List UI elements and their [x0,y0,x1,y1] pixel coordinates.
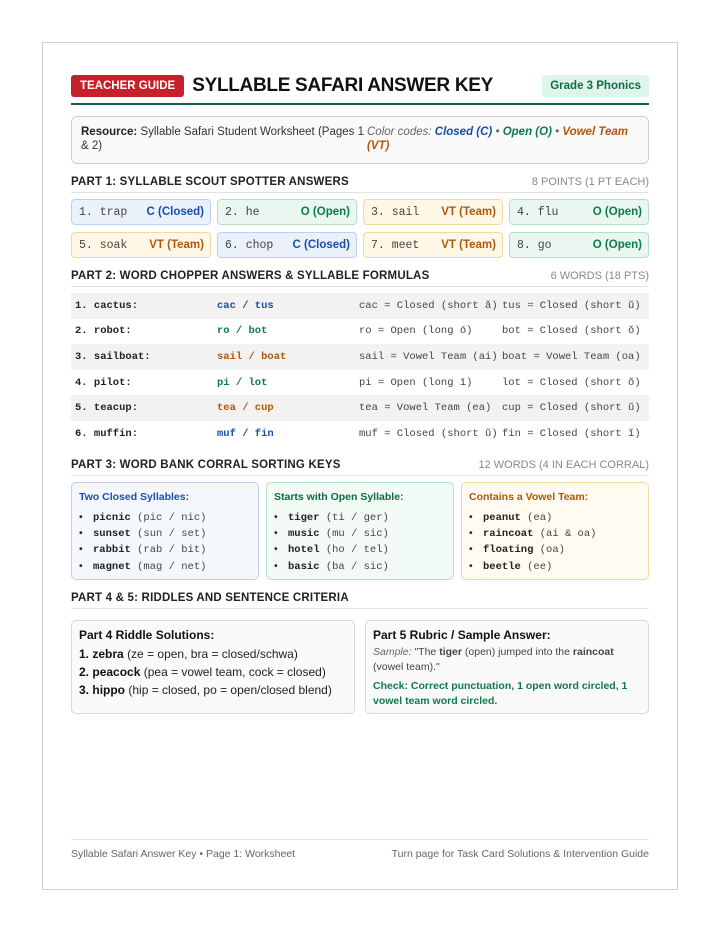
sample-vowel-team-word: raincoat [572,645,614,658]
corral-vowel-team [461,482,649,580]
spotter-word: 3. sail [371,205,420,219]
corral-word: beetle [483,560,521,573]
legend-separator: • [495,126,500,138]
riddle-solutions-box [71,620,355,714]
syllable-formula-1: muf = Closed (short ŭ) [359,427,498,440]
corral-word: magnet [93,560,131,573]
riddle-solution: 1. zebra (ze = open, bra = closed/schwa) [79,646,298,661]
spotter-answer: O (Open) [592,239,642,251]
page-footer [71,839,649,860]
corral-word: hotel [288,544,320,557]
chopper-split: ro / bot [217,325,268,338]
spotter-card [509,199,649,225]
resource-value: Syllable Safari Student Worksheet (Pages 1 & 2) [81,126,364,152]
list-item: • tiger (ti / ger) [274,510,389,524]
spotter-word: 1. trap [79,205,128,219]
corral-title: Two Closed Syllables: [79,490,190,503]
word-chopper-table [71,293,649,447]
teacher-guide-badge: TEACHER GUIDE [71,75,184,97]
list-item: • basic (ba / sic) [274,559,389,573]
corral-detail: (pic / nic) [137,511,207,524]
footer-left: Syllable Safari Answer Key • Page 1: Worksheet [71,848,296,860]
riddle-answer-word: zebra [92,646,124,661]
footer-right: Turn page for Task Card Solutions & Intervention Guide [391,848,649,860]
corral-detail: (ba / sic) [325,560,389,573]
chopper-word: 5. teacup: [75,402,139,415]
corral-grid [71,482,649,580]
resource-text [81,125,367,155]
corral-title: Contains a Vowel Team: [469,490,589,503]
page-header [71,73,649,99]
sample-answer: Sample: "The tiger (open) jumped into the raincoat (vowel team)." [373,645,614,673]
corral-detail: (mag / net) [137,560,207,573]
list-item: • floating (oa) [469,543,565,557]
list-item: • magnet (mag / net) [79,559,207,573]
table-row [71,293,649,319]
riddle-solution: 2. peacock (pea = vowel team, cock = closed) [79,664,326,679]
chopper-word: 1. cactus: [75,299,139,312]
spotter-answer: C (Closed) [292,239,350,251]
corral-detail: (sun / set) [137,527,207,540]
resource-box [71,116,649,164]
rubric-box [365,620,649,714]
riddle-solution: 3. hippo (hip = closed, po = open/closed blend) [79,682,332,697]
resource-label: Resource: [81,126,138,138]
sample-open-word: tiger [439,645,462,658]
table-row [71,319,649,345]
spotter-card [217,199,357,225]
page-title: SYLLABLE SAFARI ANSWER KEY [192,75,493,96]
corral-word: sunset [93,527,131,540]
corral-word: raincoat [483,527,534,540]
spotter-word: 8. go [517,238,552,252]
list-item: • peanut (ea) [469,510,553,524]
syllable-formula-2: bot = Closed (short ŏ) [502,325,641,338]
spotter-card [509,232,649,258]
part3-heading [71,459,649,476]
sample-label: Sample: [373,645,412,658]
rubric-check-criteria: Check: Correct punctuation, 1 open word circled, 1 vowel team word circled. [373,679,628,707]
part45-heading [71,592,649,609]
chopper-split: sail / boat [217,350,287,363]
chopper-split: tea / cup [217,402,274,415]
riddle-detail: (ze = open, bra = closed/schwa) [127,646,298,661]
syllable-formula-2: boat = Vowel Team (oa) [502,350,641,363]
list-item: • rabbit (rab / bit) [79,543,207,557]
chopper-split: cac / tus [217,299,274,312]
part45-title: PART 4 & 5: RIDDLES AND SENTENCE CRITERIA [71,591,349,604]
corral-word: peanut [483,511,521,524]
list-item: • hotel (ho / tel) [274,543,389,557]
color-codes-legend [367,125,637,155]
spotter-answer: C (Closed) [146,206,204,218]
syllable-formula-1: cac = Closed (short ă) [359,299,498,312]
part2-heading [71,270,649,287]
syllable-formula-1: sail = Vowel Team (ai) [359,350,498,363]
part2-points: 6 WORDS (18 PTS) [550,270,649,282]
part1-title: PART 1: SYLLABLE SCOUT SPOTTER ANSWERS [71,176,349,188]
part2-title: PART 2: WORD CHOPPER ANSWERS & SYLLABLE FORMULAS [71,270,430,282]
list-item: • picnic (pic / nic) [79,510,207,524]
header-divider [71,103,649,105]
table-row [71,395,649,421]
legend-separator: • [555,126,560,138]
riddles-grid [71,620,649,714]
corral-closed [71,482,259,580]
part3-title: PART 3: WORD BANK CORRAL SORTING KEYS [71,458,341,471]
table-row [71,370,649,396]
corral-detail: (oa) [539,544,565,557]
corral-detail: (ea) [527,511,553,524]
legend-vowel-team: Vowel Team (VT) [367,126,628,152]
corral-detail: (ho / tel) [325,544,389,557]
worksheet-page [42,42,678,890]
list-item: • raincoat (ai & oa) [469,526,597,540]
spotter-answer: O (Open) [300,206,350,218]
spotter-answer: VT (Team) [441,206,496,218]
corral-word: basic [288,560,320,573]
list-item: • beetle (ee) [469,559,553,573]
corral-word: picnic [93,511,131,524]
riddle-detail: (hip = closed, po = open/closed blend) [128,682,332,697]
part3-points: 12 WORDS (4 IN EACH CORRAL) [478,458,649,471]
corral-detail: (rab / bit) [137,544,207,557]
riddle-answer-word: hippo [92,682,126,697]
chopper-word: 2. robot: [75,325,132,338]
legend-open: Open (O) [502,126,552,138]
corral-word: tiger [288,511,320,524]
spotter-word: 7. meet [371,238,420,252]
corral-detail: (ee) [527,560,553,573]
chopper-split: pi / lot [217,376,268,389]
spotter-answer: O (Open) [592,206,642,218]
spotter-card [363,199,503,225]
syllable-formula-1: tea = Vowel Team (ea) [359,402,492,415]
list-item: • music (mu / sic) [274,526,389,540]
corral-title: Starts with Open Syllable: [274,490,404,503]
syllable-formula-1: ro = Open (long ō) [359,325,473,338]
color-codes-label: Color codes: [367,126,432,138]
corral-word: rabbit [93,544,131,557]
syllable-formula-2: lot = Closed (short ŏ) [502,376,641,389]
spotter-card [71,199,211,225]
spotter-answer: VT (Team) [441,239,496,251]
spotter-word: 4. flu [517,205,559,219]
riddle-title: Part 4 Riddle Solutions: [79,627,215,642]
syllable-formula-2: fin = Closed (short ĭ) [502,427,641,440]
page-content [71,73,649,714]
chopper-split: muf / fin [217,427,274,440]
corral-detail: (ai & oa) [539,527,597,540]
riddle-answer-word: peacock [92,664,141,679]
chopper-word: 4. pilot: [75,376,132,389]
corral-detail: (mu / sic) [325,527,389,540]
syllable-formula-2: tus = Closed (short ŭ) [502,299,641,312]
chopper-word: 6. muffin: [75,427,139,440]
rubric-title: Part 5 Rubric / Sample Answer: [373,627,551,642]
spotter-word: 2. he [225,205,260,219]
spotter-card [217,232,357,258]
corral-word: floating [483,544,534,557]
chopper-word: 3. sailboat: [75,350,151,363]
corral-open [266,482,454,580]
legend-closed: Closed (C) [434,126,493,138]
syllable-formula-2: cup = Closed (short ŭ) [502,402,641,415]
riddle-detail: (pea = vowel team, cock = closed) [143,664,326,679]
corral-word: music [288,527,320,540]
corral-detail: (ti / ger) [325,511,389,524]
list-item: • sunset (sun / set) [79,526,207,540]
spotter-card [363,232,503,258]
syllable-formula-1: pi = Open (long ī) [359,376,473,389]
spotter-card [71,232,211,258]
spotter-word: 6. chop [225,238,274,252]
table-row [71,344,649,370]
spotter-answer: VT (Team) [149,239,204,251]
grade-badge: Grade 3 Phonics [542,75,649,97]
spotter-word: 5. soak [79,238,128,252]
part1-points: 8 POINTS (1 PT EACH) [531,176,649,188]
table-row [71,421,649,447]
spotter-grid [71,199,649,258]
part1-heading [71,176,649,193]
